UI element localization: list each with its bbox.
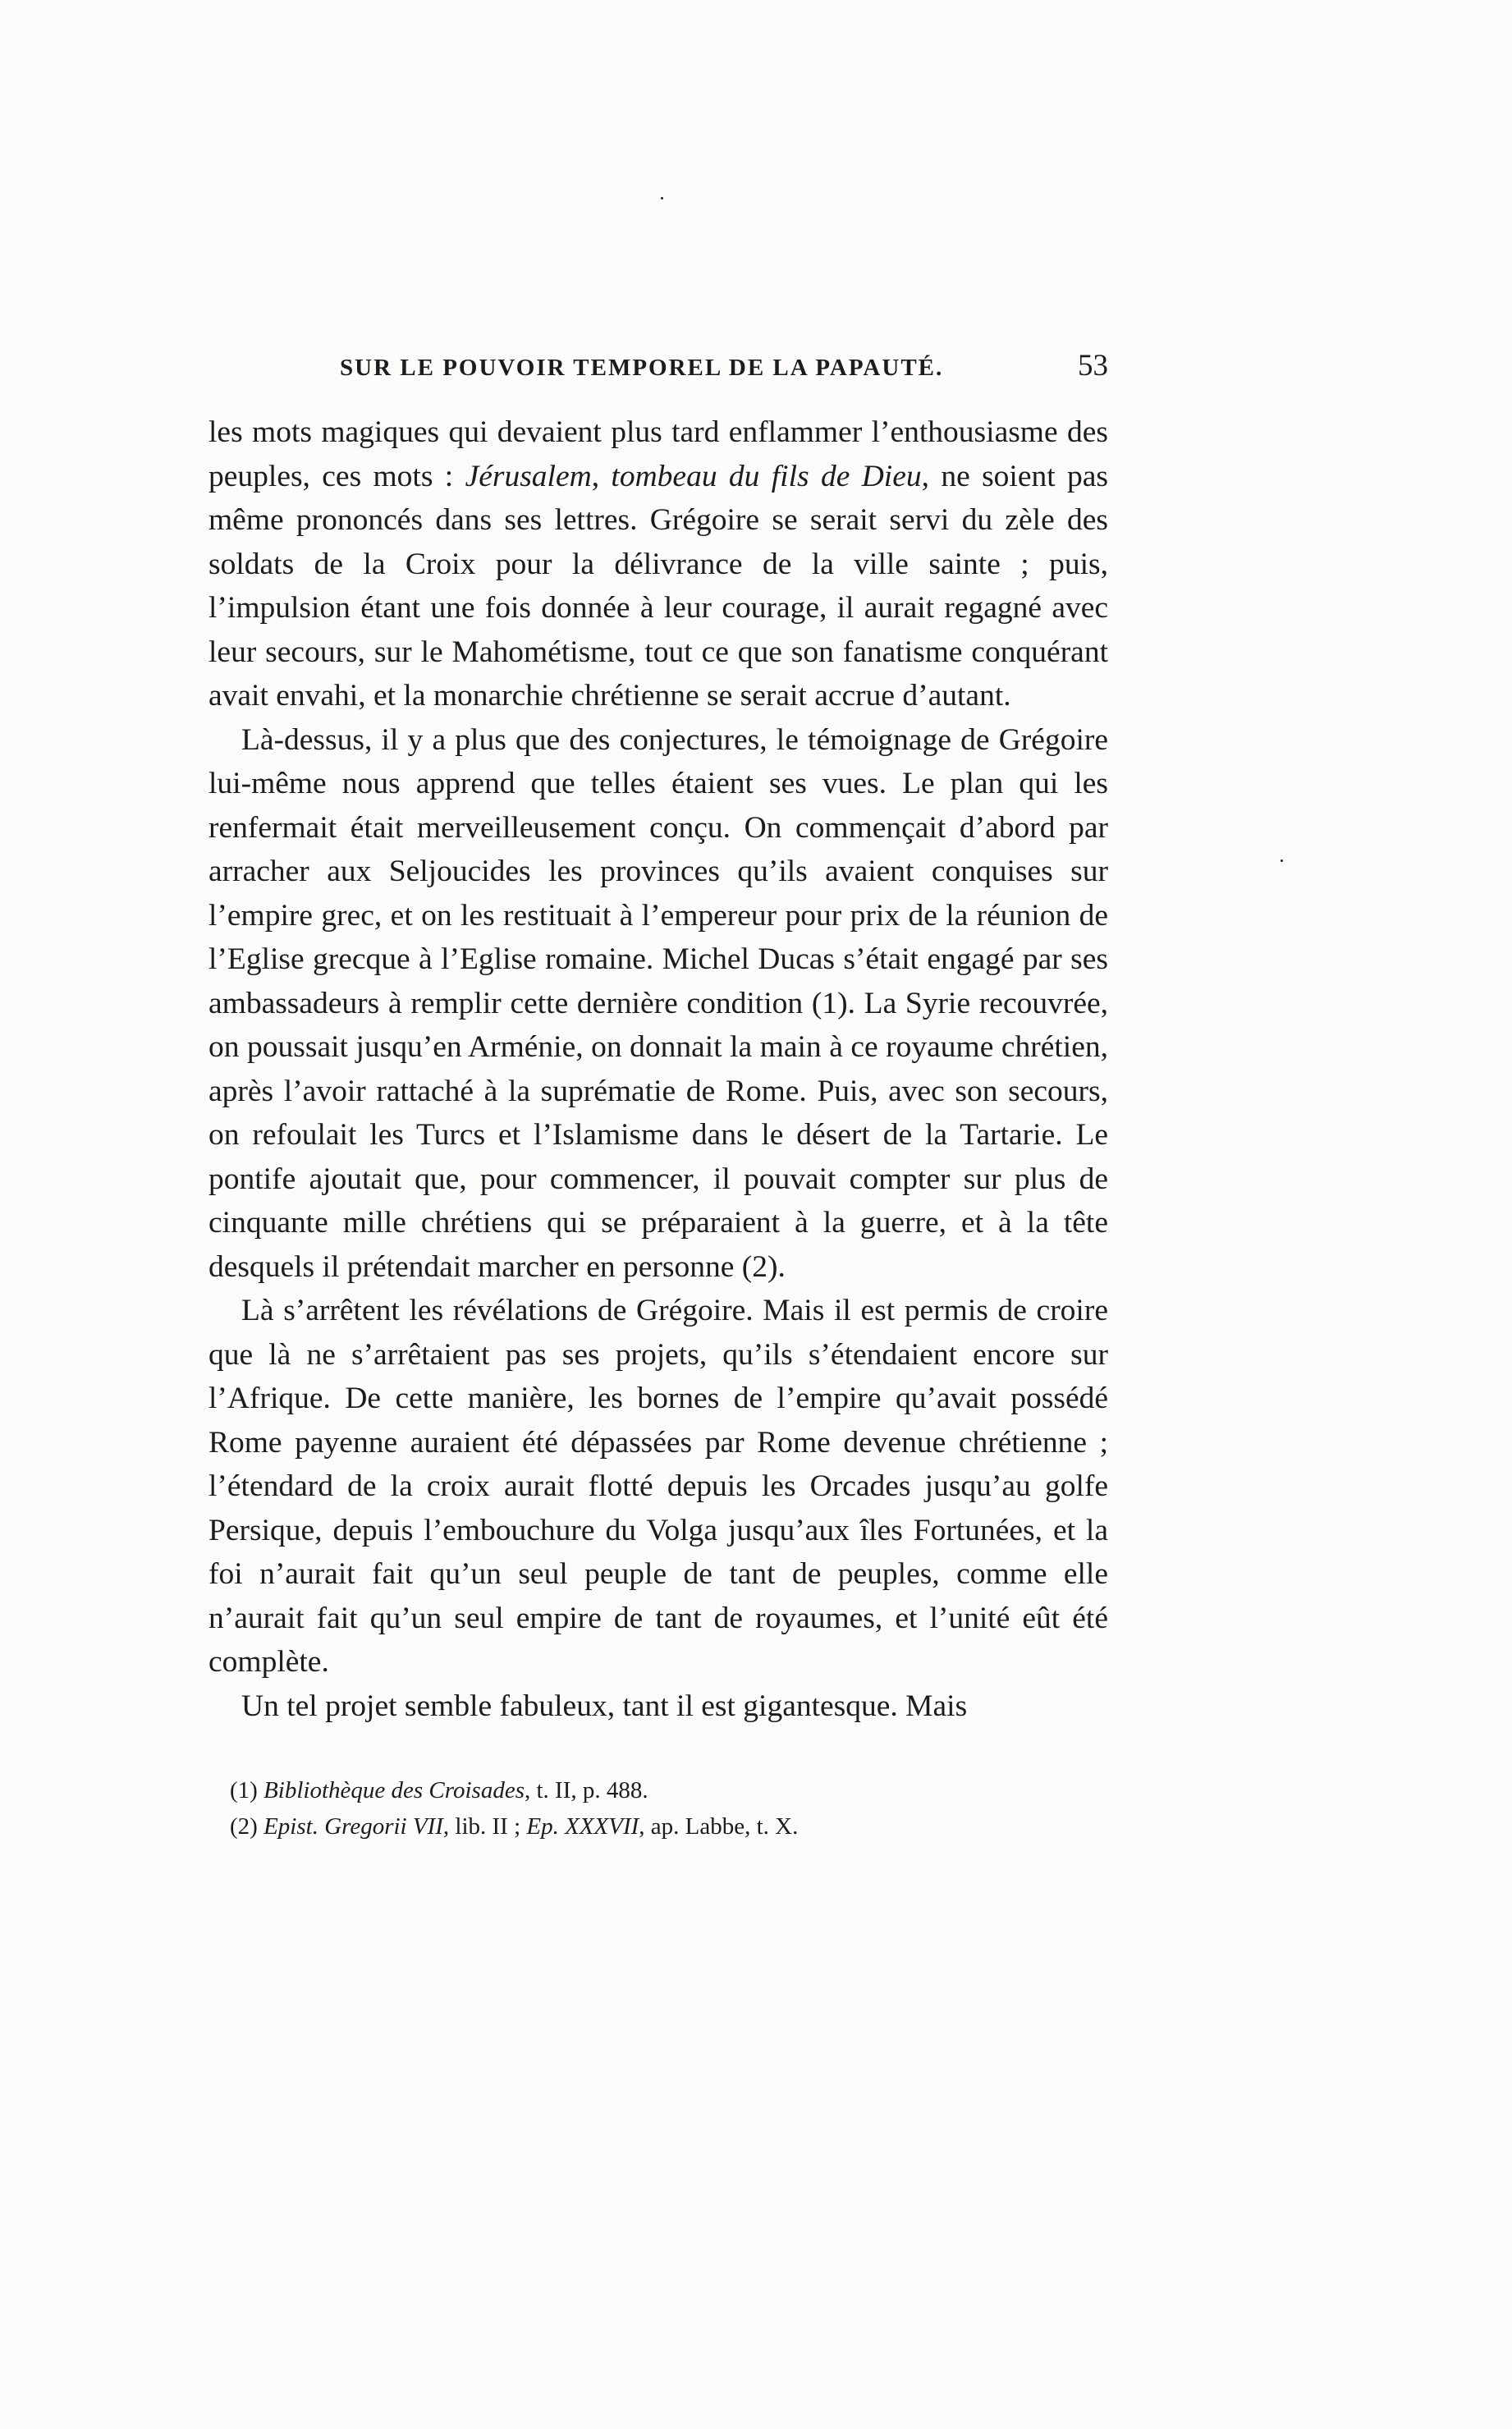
scan-speck [1281,859,1283,862]
footnote-2-text: , lib. II ; [442,1813,527,1840]
footnote-1-reference: , t. II, p. 488. [524,1777,648,1803]
paragraph-3: Là s’arrêtent les révélations de Grégoire. Mais il est permis de croire que là ne s’arrêtaient pas ses projets, qu’ils s’étendaient encore sur l’Afrique. De cette manière, les bornes de l’empire qu’avait possédé Rome payenne auraient été dépassées par Rome devenue chrétienne ; l’étendard de la croix aurait flotté depuis les Orcades jusqu’au golfe Persique, depuis l’embouchure du Volga jusqu’aux îles Fortunées, et la foi n’aurait fait qu’un seul peuple de tant de peuples, comme elle n’aurait fait qu’un seul empire de tant de royaumes, et l’unité eût été complète. [208,1294,1108,1679]
footnote-2-title: Epist. Gregorii VII [263,1813,443,1840]
running-head [208,343,1108,401]
footnotes [208,1772,1108,1845]
paragraph-4: Un tel projet semble fabuleux, tant il est gigantesque. Mais [241,1689,968,1723]
paragraph-1-italic-2: tombeau du fils de Dieu [611,459,922,493]
footnote-1-title: Bibliothèque des Croisades [263,1777,525,1803]
paragraph-1-text-1: les mots magiques qui devaient plus tard enflammer l’enthousiasme des peuples, ces mots : [208,415,1108,493]
footnote-2-reference: , ap. Labbe, t. X. [639,1813,799,1840]
footnote-2-number: (2) [230,1813,264,1840]
footnote-1 [230,1772,1108,1808]
paragraph-2: Là-dessus, il y a plus que des conjectures, le témoignage de Grégoire lui-même nous apprend que telles étaient ses vues. Le plan qui les renfermait était merveilleusement conçu. On commençait d’abord par arracher aux Seljoucides les provinces qu’ils avaient conquises sur l’empire grec, et on les restituait à l’empereur pour prix de la réunion de l’Eglise grecque à l’Eglise romaine. Michel Ducas s’était engagé par ses ambassadeurs à remplir cette dernière condition (1). La Syrie recouvrée, on poussait jusqu’en Arménie, on donnait la main à ce royaume chrétien, après l’avoir rattaché à la suprématie de Rome. Puis, avec son secours, on refoulait les Turcs et l’Islamisme dans le désert de la Tartarie. Le pontife ajoutait que, pour commencer, il pouvait compter sur plus de cinquante mille chrétiens qui se préparaient à la guerre, et à la tête desquels il prétendait marcher en personne (2). [208,722,1108,1284]
paragraph-1 [208,410,1108,718]
body-text [208,410,1108,1728]
paragraph-1-italic-1: Jérusalem [465,459,592,493]
scan-speck [661,197,663,199]
footnote-2-epistle: Ep. XXXVII [526,1813,639,1840]
footnote-2 [230,1808,1108,1845]
footnote-1-number: (1) [230,1777,264,1803]
book-page [208,343,1108,1845]
running-title: SUR LE POUVOIR TEMPOREL DE LA PAPAUTÉ. [340,355,944,381]
paragraph-1-text-2: , [591,459,612,493]
paragraph-1-text-3: , ne soient pas même prononcés dans ses lettres. Grégoire se serait servi du zèle des soldats de la Croix pour la délivrance de la ville sainte ; puis, l’impulsion étant une fois donnée à leur courage, il aurait regagné avec leur secours, sur le Mahométisme, tout ce que son fanatisme conquérant avait envahi, et la monarchie chrétienne se serait accrue d’autant. [208,459,1108,713]
page-number: 53 [1078,349,1108,383]
